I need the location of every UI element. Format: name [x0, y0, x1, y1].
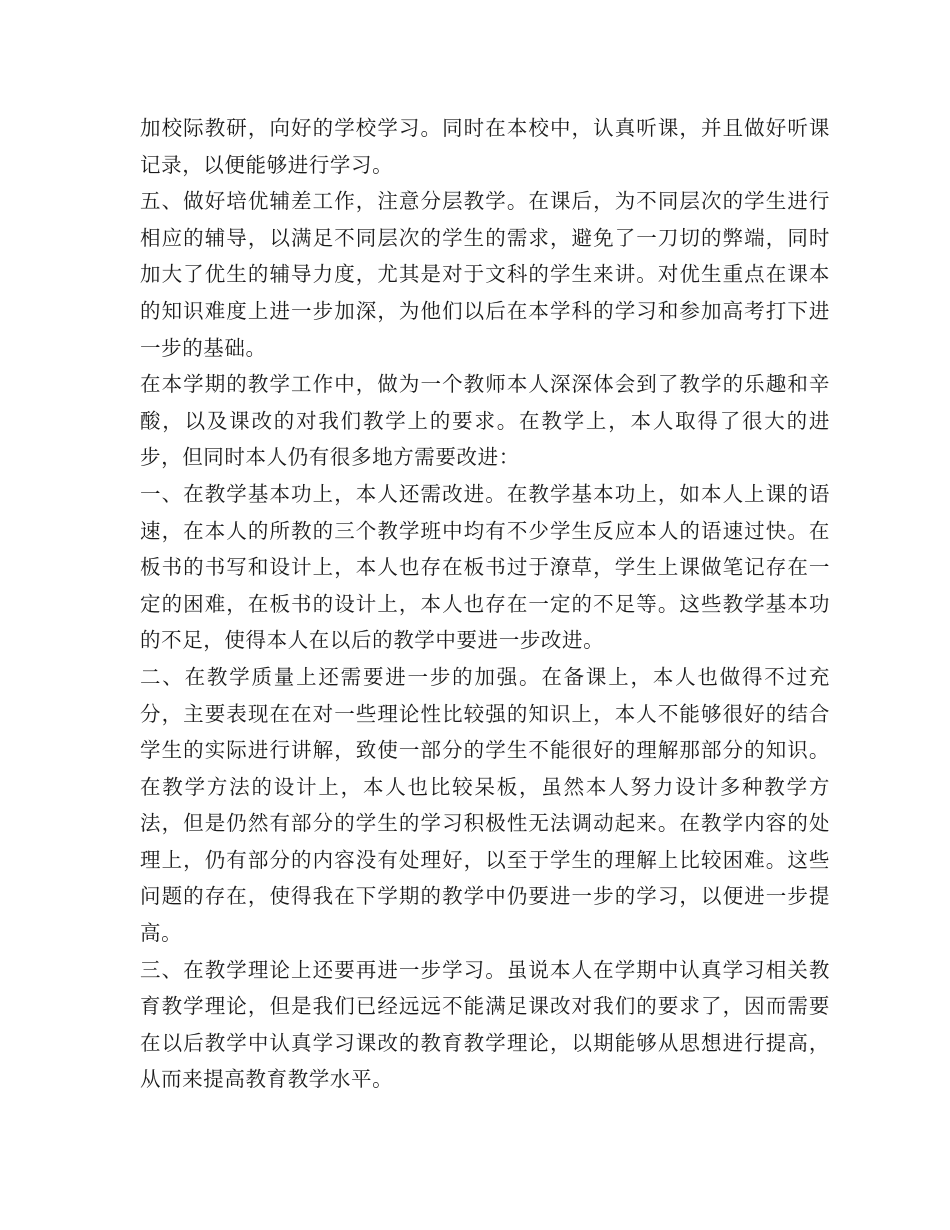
paragraph-tiered-teaching: 五、做好培优辅差工作，注意分层教学。在课后，为不同层次的学生进行相应的辅导，以满足不同层次的学生的需求，避免了一刀切的弊端，同时加大了优生的辅导力度，尤其是对于文科的学生来讲。对优生重点在课本的知识难度上进一步加深，为他们以后在本学科的学习和参加高考打下进一步的基础。	[140, 189, 830, 360]
paragraph-peer-learning: 加校际教研，向好的学校学习。同时在本校中，认真听课，并且做好听课记录，以便能够进行学习。	[140, 116, 830, 177]
paragraph-teaching-quality: 二、在教学质量上还需要进一步的加强。在备课上，本人也做得不过充分，主要表现在在对一些理论性比较强的知识上，本人不能够很好的结合学生的实际进行讲解，致使一部分的学生不能很好的理解那部分的知识。在教学方法的设计上，本人也比较呆板，虽然本人努力设计多种教学方法，但是仍然有部分的学生的学习积极性无法调动起来。在教学内容的处理上，仍有部分的内容没有处理好，以至于学生的理解上比较困难。这些问题的存在，使得我在下学期的教学中仍要进一步的学习，以便进一步提高。	[140, 664, 830, 946]
paragraph-semester-reflection: 在本学期的教学工作中，做为一个教师本人深深体会到了教学的乐趣和辛酸，以及课改的对我们教学上的要求。在教学上，本人取得了很大的进步，但同时本人仍有很多地方需要改进：	[140, 372, 830, 470]
paragraph-teaching-theory: 三、在教学理论上还要再进一步学习。虽说本人在学期中认真学习相关教育教学理论，但是我们已经远远不能满足课改对我们的要求了，因而需要在以后教学中认真学习课改的教育教学理论，以期能够从思想进行提高，从而来提高教育教学水平。	[140, 957, 830, 1092]
document-body	[140, 110, 830, 1098]
paragraph-basic-skills: 一、在教学基本功上，本人还需改进。在教学基本功上，如本人上课的语速，在本人的所教的三个教学班中均有不少学生反应本人的语速过快。在板书的书写和设计上，本人也存在板书过于潦草，学生上课做笔记存在一定的困难，在板书的设计上，本人也存在一定的不足等。这些教学基本功的不足，使得本人在以后的教学中要进一步改进。	[140, 481, 830, 653]
